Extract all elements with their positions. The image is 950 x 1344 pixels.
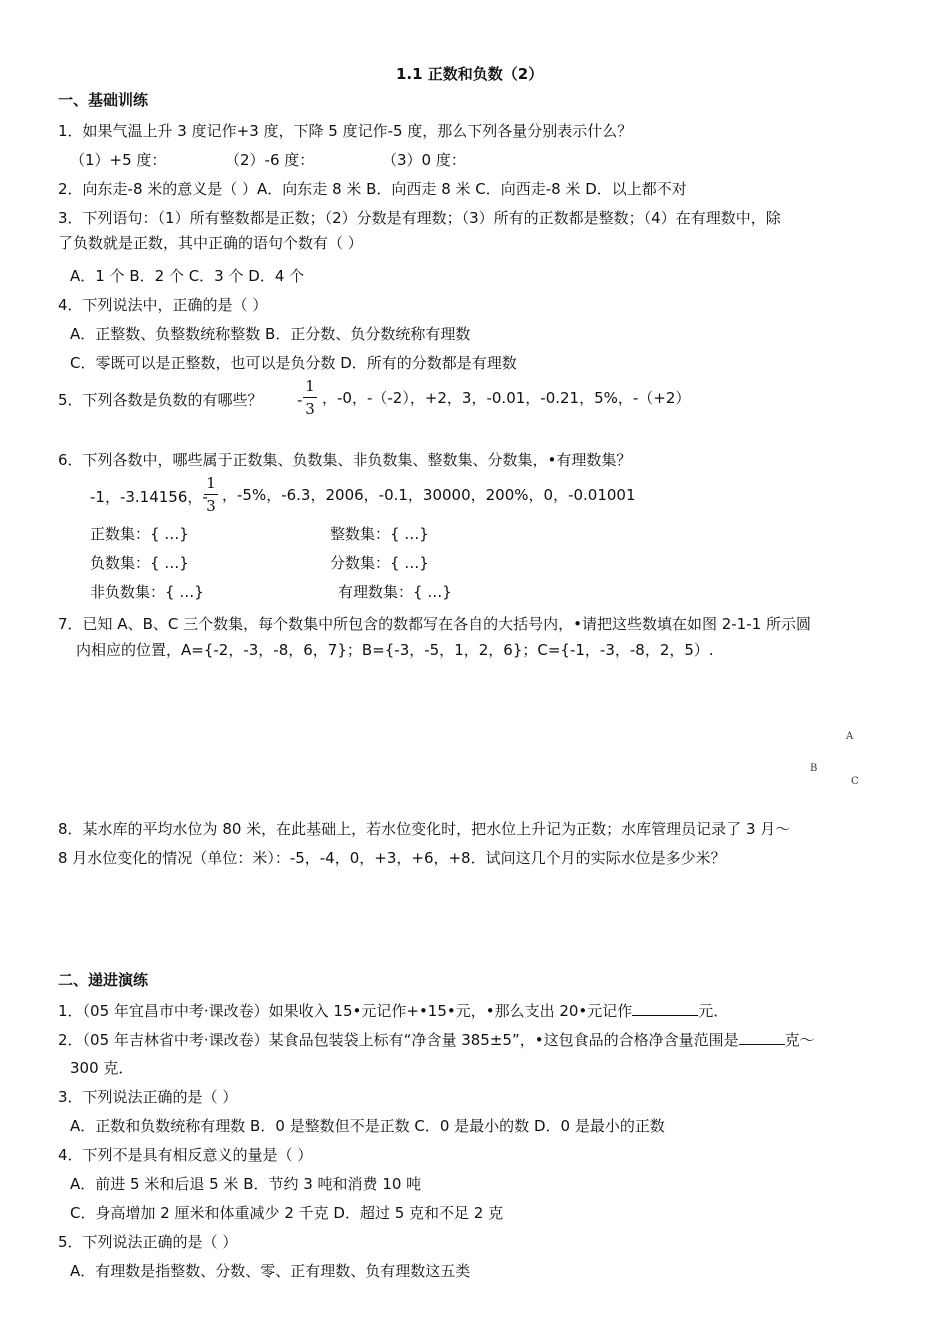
answer-blank — [632, 1001, 698, 1016]
question-5-text: 5．下列各数是负数的有哪些？ — [58, 391, 263, 409]
question-6-fraction — [204, 474, 218, 515]
answer-blank — [739, 1030, 785, 1045]
practice-question-4: 4．下列不是具有相反意义的量是（ ） — [58, 1146, 313, 1164]
practice-question-2-text: 2．（05 年吉林省中考·课改卷）某食品包装袋上标有“净含量 385±5”，•这包食品的合格净含量范围是 — [58, 1031, 739, 1049]
question-3-line-2: 了负数就是正数，其中正确的语句个数有（ ） — [58, 234, 363, 252]
practice-question-5: 5．下列说法正确的是（ ） — [58, 1233, 238, 1251]
figure-label-c: C — [851, 776, 859, 787]
question-1-part-b: （2）-6 度： — [225, 151, 315, 169]
practice-question-1-text: 1．（05 年宜昌市中考·课改卷）如果收入 15•元记作+•15•元，•那么支出 20•元记作 — [58, 1002, 633, 1020]
set-rational: 有理数集：{ …} — [338, 583, 452, 601]
figure-label-a: A — [846, 731, 854, 742]
practice-question-2 — [58, 1030, 815, 1050]
practice-question-4-options-ab: A．前进 5 米和后退 5 米 B．节约 3 吨和消费 10 吨 — [70, 1175, 422, 1193]
set-integer: 整数集：{ …} — [330, 525, 429, 543]
fraction-numerator: 1 — [206, 474, 216, 492]
practice-question-4-options-cd: C．身高增加 2 厘米和体重减少 2 千克 D．超过 5 克和不足 2 克 — [70, 1204, 504, 1222]
figure-label-b: B — [810, 763, 818, 774]
section-1-heading: 一、基础训练 — [58, 91, 149, 109]
fraction-bar — [303, 397, 317, 398]
question-8-line-2: 8 月水位变化的情况（单位：米）：-5，-4，0，+3，+6，+8．试问这几个月的实际水位是多少米？ — [58, 849, 726, 867]
practice-question-1-unit: 元． — [698, 1002, 729, 1020]
question-6-numbers: ，-5%，-6.3，2006，-0.1，30000，200%，0，-0.01001 — [222, 486, 636, 504]
question-4: 4．下列说法中，正确的是（ ） — [58, 296, 268, 314]
set-fraction: 分数集：{ …} — [330, 554, 429, 572]
question-6: 6．下列各数中，哪些属于正数集、负数集、非负数集、整数集、分数集，•有理数集？ — [58, 451, 632, 469]
fraction-numerator: 1 — [305, 377, 315, 395]
question-5-fraction — [303, 377, 317, 418]
question-1: 1．如果气温上升 3 度记作+3 度，下降 5 度记作-5 度，那么下列各量分别表示什么？ — [58, 122, 633, 140]
set-negative: 负数集：{ …} — [90, 554, 189, 572]
practice-question-3-options: A．正数和负数统称有理数 B．0 是整数但不是正数 C．0 是最小的数 D．0 是最小的正数 — [70, 1117, 665, 1135]
fraction-denominator: 3 — [206, 497, 216, 515]
practice-question-1 — [58, 1001, 728, 1021]
practice-question-2-line-2: 300 克． — [70, 1059, 134, 1077]
fraction-denominator: 3 — [305, 400, 315, 418]
question-1-part-a: （1）+5 度： — [70, 151, 167, 169]
question-3-options: A．1 个 B．2 个 C．3 个 D．4 个 — [70, 267, 305, 285]
practice-question-5-option-a: A．有理数是指整数、分数、零、正有理数、负有理数这五类 — [70, 1262, 471, 1280]
question-5-minus-sign: - — [297, 391, 303, 409]
question-7-line-2: 内相应的位置，A={-2，-3，-8，6，7}；B={-3，-5，1，2，6}；C={-1，-3，-8，2，5）. — [76, 641, 714, 659]
practice-question-2-unit: 克～ — [784, 1031, 815, 1049]
question-4-options-ab: A．正整数、负整数统称整数 B．正分数、负分数统称有理数 — [70, 325, 471, 343]
practice-question-3: 3．下列说法正确的是（ ） — [58, 1088, 238, 1106]
question-6-numbers-prefix: -1，-3.14156，- — [90, 488, 208, 506]
question-3-line-1: 3．下列语句：（1）所有整数都是正数；（2）分数是有理数；（3）所有的正数都是整数；（4）在有理数中，除 — [58, 209, 781, 227]
question-4-options-cd: C．零既可以是正整数，也可以是负分数 D．所有的分数都是有理数 — [70, 354, 517, 372]
question-8-line-1: 8．某水库的平均水位为 80 米，在此基础上，若水位变化时，把水位上升记为正数；水库管理员记录了 3 月～ — [58, 820, 791, 838]
fraction-bar — [204, 494, 218, 495]
question-7-line-1: 7．已知 A、B、C 三个数集，每个数集中所包含的数都写在各自的大括号内，•请把这些数填在如图 2-1-1 所示圆 — [58, 615, 811, 633]
set-positive: 正数集：{ …} — [90, 525, 189, 543]
set-non-negative: 非负数集：{ …} — [90, 583, 204, 601]
question-2: 2．向东走-8 米的意义是（ ）A．向东走 8 米 B．向西走 8 米 C．向西走-8 米 D．以上都不对 — [58, 180, 687, 198]
page-title: 1.1 正数和负数（2） — [396, 65, 544, 83]
question-1-part-c: （3）0 度： — [382, 151, 466, 169]
section-2-heading: 二、递进演练 — [58, 971, 149, 989]
question-5-numbers: ，-0，-（-2），+2，3，-0.01，-0.21，5%，-（+2） — [322, 389, 691, 407]
